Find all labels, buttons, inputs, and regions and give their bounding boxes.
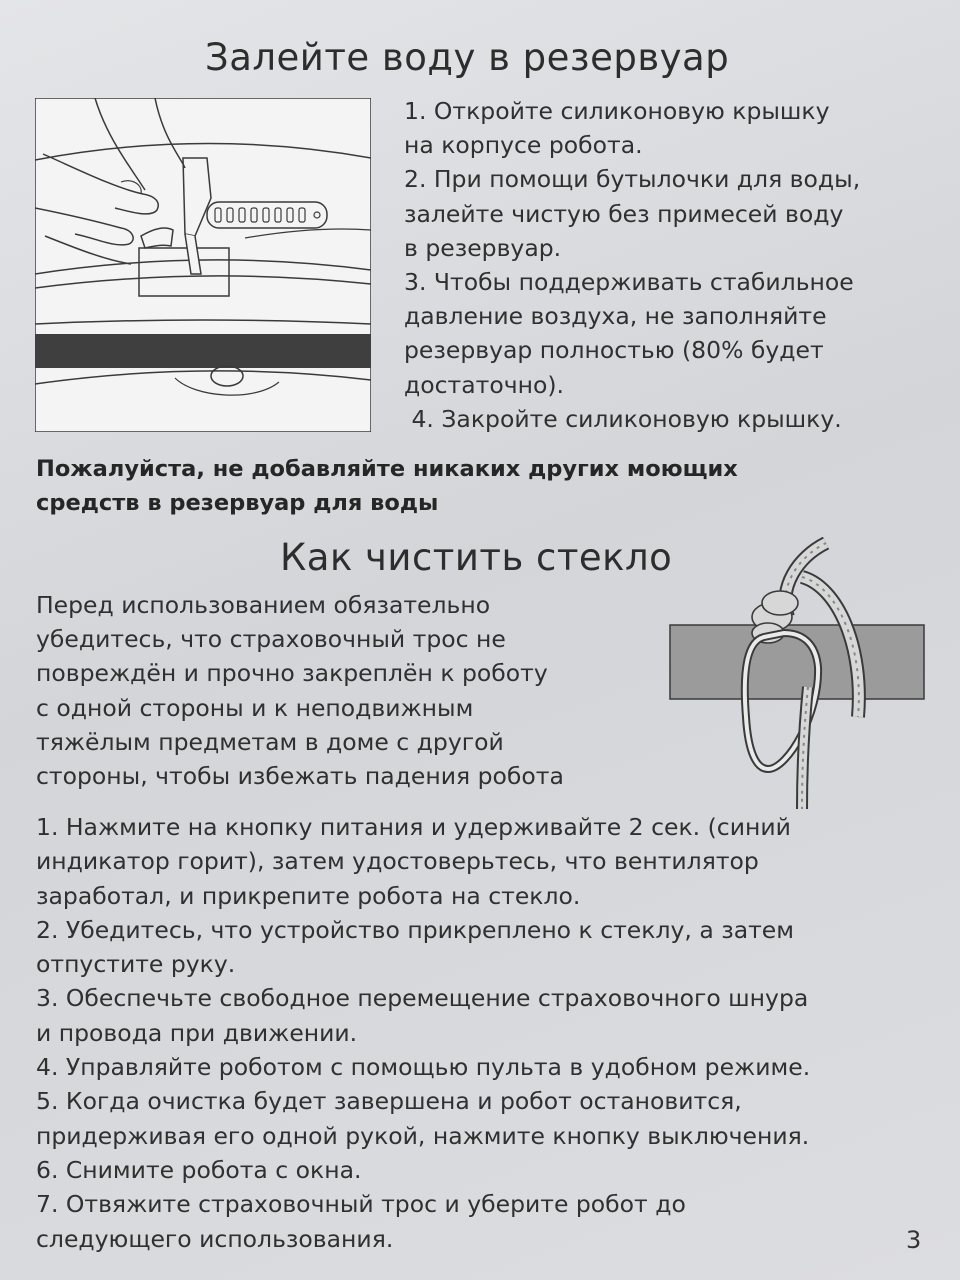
step-line: 2. Убедитесь, что устройство прикреплено к стеклу, а затем <box>36 915 794 944</box>
warning-line: средств в резервуар для воды <box>36 490 439 516</box>
page-number: 3 <box>906 1226 922 1254</box>
safety-rope-carabiner-illustration <box>668 537 928 809</box>
warning-note <box>36 452 916 520</box>
water-refill-illustration <box>35 98 371 432</box>
section1-line: резервуар полностью (80% будет <box>404 336 824 365</box>
step-line: 3. Обеспечьте свободное перемещение страховочного шнура <box>36 984 809 1013</box>
section1-line: 4. Закройте силиконовую крышку. <box>404 404 842 433</box>
section1-line: 2. При помощи бутылочки для воды, <box>404 165 861 194</box>
step-line: 7. Отвяжите страховочный трос и уберите робот до <box>36 1190 686 1219</box>
intro-line: убедитесь, что страховочный трос не <box>36 625 506 654</box>
section2-steps <box>36 810 946 1256</box>
section1-steps <box>404 94 944 436</box>
step-line: 6. Снимите робота с окна. <box>36 1155 362 1184</box>
step-line: индикатор горит), затем удостоверьтесь, что вентилятор <box>36 847 759 876</box>
step-line: 1. Нажмите на кнопку питания и удерживайте 2 сек. (синий <box>36 813 791 841</box>
intro-line: тяжёлым предметам в доме с другой <box>36 727 504 756</box>
step-line: 5. Когда очистка будет завершена и робот остановится, <box>36 1087 742 1116</box>
warning-line: Пожалуйста, не добавляйте никаких других моющих <box>36 456 738 482</box>
section1-line: на корпусе робота. <box>404 131 643 160</box>
section2-title: Как чистить стекло <box>280 536 673 579</box>
step-line: отпустите руку. <box>36 950 236 979</box>
step-line: заработал, и прикрепите робота на стекло. <box>36 881 581 910</box>
section1-line: 3. Чтобы поддерживать стабильное <box>404 268 854 297</box>
section2-intro <box>36 588 656 793</box>
intro-line: стороны, чтобы избежать падения робота <box>36 762 564 791</box>
step-line: придерживая его одной рукой, нажмите кнопку выключения. <box>36 1121 810 1150</box>
section1-line: в резервуар. <box>404 233 562 262</box>
section1-line: достаточно). <box>404 370 564 399</box>
section1-line: залейте чистую без примесей воду <box>404 199 844 228</box>
step-line: и провода при движении. <box>36 1018 358 1047</box>
section1-line: 1. Откройте силиконовую крышку <box>404 97 830 125</box>
step-line: 4. Управляйте роботом с помощью пульта в удобном режиме. <box>36 1053 811 1082</box>
intro-line: Перед использованием обязательно <box>36 591 491 619</box>
section1-line: давление воздуха, не заполняйте <box>404 302 827 331</box>
intro-line: с одной стороны и к неподвижным <box>36 693 474 722</box>
intro-line: повреждён и прочно закреплён к роботу <box>36 659 548 688</box>
section1-title: Залейте воду в резервуар <box>205 36 730 79</box>
step-line: следующего использования. <box>36 1224 394 1253</box>
